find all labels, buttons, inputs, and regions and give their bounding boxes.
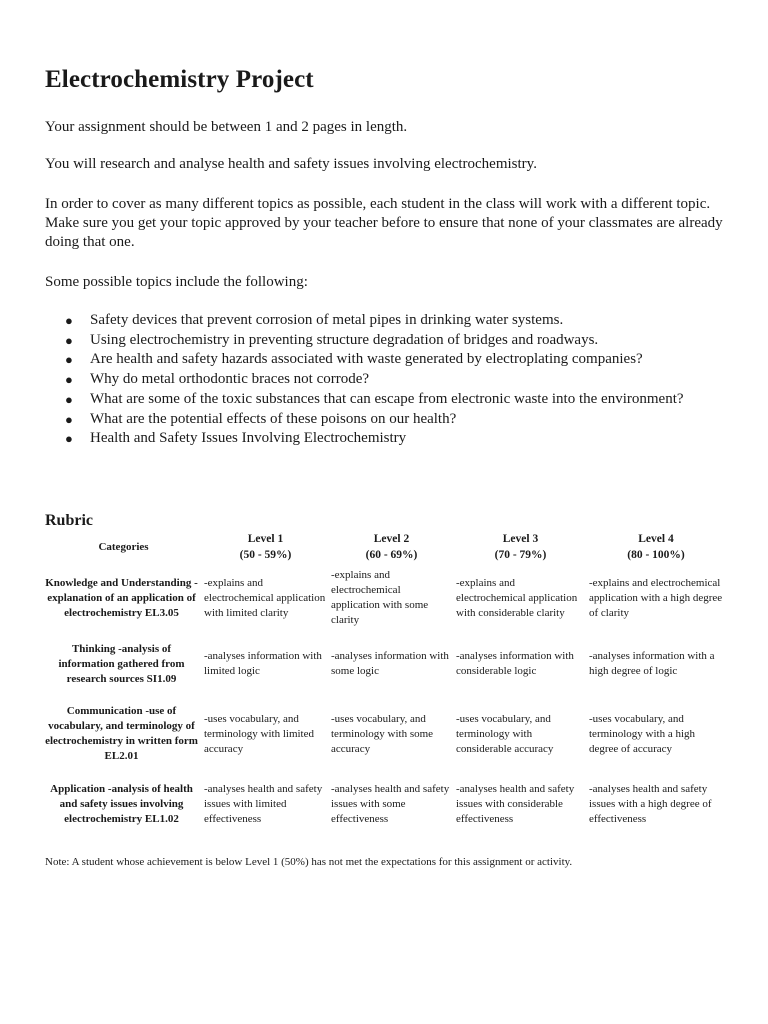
topic-list <box>45 311 725 449</box>
page-title: Electrochemistry Project <box>45 66 314 93</box>
topic-text: What are some of the toxic substances that can escape from electronic waste into the environment? <box>90 390 684 407</box>
level-name: Level 2 <box>373 533 410 545</box>
rubric-cell: -analyses health and safety issues with considerable effectiveness <box>456 782 575 825</box>
rubric-cell: -explains and electrochemical application with limited clarity <box>204 576 326 619</box>
level-name: Level 1 <box>247 533 284 545</box>
rubric-heading: Rubric <box>45 512 93 529</box>
rubric-cell: -analyses health and safety issues with some effectiveness <box>331 782 450 825</box>
level-2-header <box>329 531 454 563</box>
level-range: (50 - 59%) <box>239 549 292 561</box>
bullet-icon: ● <box>65 332 73 348</box>
topic-list-item <box>45 429 725 449</box>
level-range: (70 - 79%) <box>494 549 547 561</box>
bullet-icon: ● <box>65 352 73 368</box>
rubric-cell: -uses vocabulary, and terminology with limited accuracy <box>204 712 314 755</box>
rubric-cell: -analyses information with a high degree of logic <box>589 650 715 677</box>
rubric-cell: -uses vocabulary, and terminology with some accuracy <box>331 712 434 755</box>
rubric-cell: -analyses information with some logic <box>331 650 449 677</box>
length-paragraph: Your assignment should be between 1 and 2 pages in length. <box>45 119 408 135</box>
level-range: (80 - 100%) <box>627 549 685 561</box>
topic-list-item <box>45 370 725 390</box>
rubric-category: Knowledge and Understanding -explanation of an application of electrochemistry EL3.05 <box>45 576 198 619</box>
level-4-header <box>587 531 725 563</box>
topic-instructions-paragraph: In order to cover as many different topics as possible, each student in the class will work with a different topic. Make sure you get your topic approved by your teacher before to ensure that none of your classmates are already doing that one. <box>45 196 723 250</box>
rubric-row-knowledge <box>45 563 725 633</box>
topic-text: Are health and safety hazards associated with waste generated by electroplating companies? <box>90 351 643 368</box>
rubric-note: Note: A student whose achievement is below Level 1 (50%) has not met the expectations for this assignment or activity. <box>45 856 573 868</box>
rubric-cell: -explains and electrochemical application with a high degree of clarity <box>589 576 723 619</box>
topic-list-item <box>45 331 725 351</box>
rubric-header-row <box>45 531 725 563</box>
rubric-cell: -analyses information with limited logic <box>204 650 322 677</box>
topic-text: What are the potential effects of these poisons on our health? <box>90 410 457 427</box>
topic-list-item <box>45 350 725 370</box>
bullet-icon: ● <box>65 313 73 328</box>
bullet-icon: ● <box>65 372 73 388</box>
level-name: Level 4 <box>638 533 674 545</box>
topic-text: Safety devices that prevent corrosion of metal pipes in drinking water systems. <box>90 312 564 328</box>
level-range: (60 - 69%) <box>365 549 418 561</box>
bullet-icon: ● <box>65 431 73 447</box>
rubric-row-application <box>45 773 725 835</box>
topic-list-item <box>45 390 725 410</box>
rubric-cell: -uses vocabulary, and terminology with a high degree of accuracy <box>589 712 696 755</box>
rubric-row-thinking <box>45 633 725 695</box>
rubric-category: Application -analysis of health and safety issues involving electrochemistry EL1.02 <box>50 782 193 825</box>
rubric-category: Communication -use of vocabulary, and terminology of electrochemistry in written form EL2.01 <box>45 705 198 762</box>
rubric-cell: -explains and electrochemical application with some clarity <box>331 569 429 626</box>
categories-header: Categories <box>98 540 149 553</box>
level-3-header <box>454 531 587 563</box>
bullet-icon: ● <box>65 391 73 407</box>
bullet-icon: ● <box>65 411 73 427</box>
topic-text: Using electrochemistry in preventing structure degradation of bridges and roadways. <box>90 331 599 348</box>
rubric-cell: -analyses health and safety issues with a high degree of effectiveness <box>589 782 712 825</box>
topics-intro-paragraph: Some possible topics include the following: <box>45 274 308 290</box>
rubric-row-communication <box>45 695 725 773</box>
rubric-cell: -analyses information with considerable logic <box>456 650 574 677</box>
topic-text: Why do metal orthodontic braces not corrode? <box>90 371 370 388</box>
topic-text: Health and Safety Issues Involving Electrochemistry <box>90 430 407 447</box>
rubric-table <box>45 531 725 835</box>
topic-list-item <box>45 410 725 430</box>
rubric-cell: -analyses health and safety issues with limited effectiveness <box>204 782 323 825</box>
rubric-cell: -explains and electrochemical application with considerable clarity <box>456 576 578 619</box>
level-name: Level 3 <box>502 533 539 545</box>
rubric-category: Thinking -analysis of information gathered from research sources SI1.09 <box>58 642 185 685</box>
topic-list-item <box>45 311 725 331</box>
rubric-cell: -uses vocabulary, and terminology with considerable accuracy <box>456 712 554 755</box>
research-paragraph: You will research and analyse health and safety issues involving electrochemistry. <box>45 156 537 172</box>
level-1-header <box>202 531 329 563</box>
